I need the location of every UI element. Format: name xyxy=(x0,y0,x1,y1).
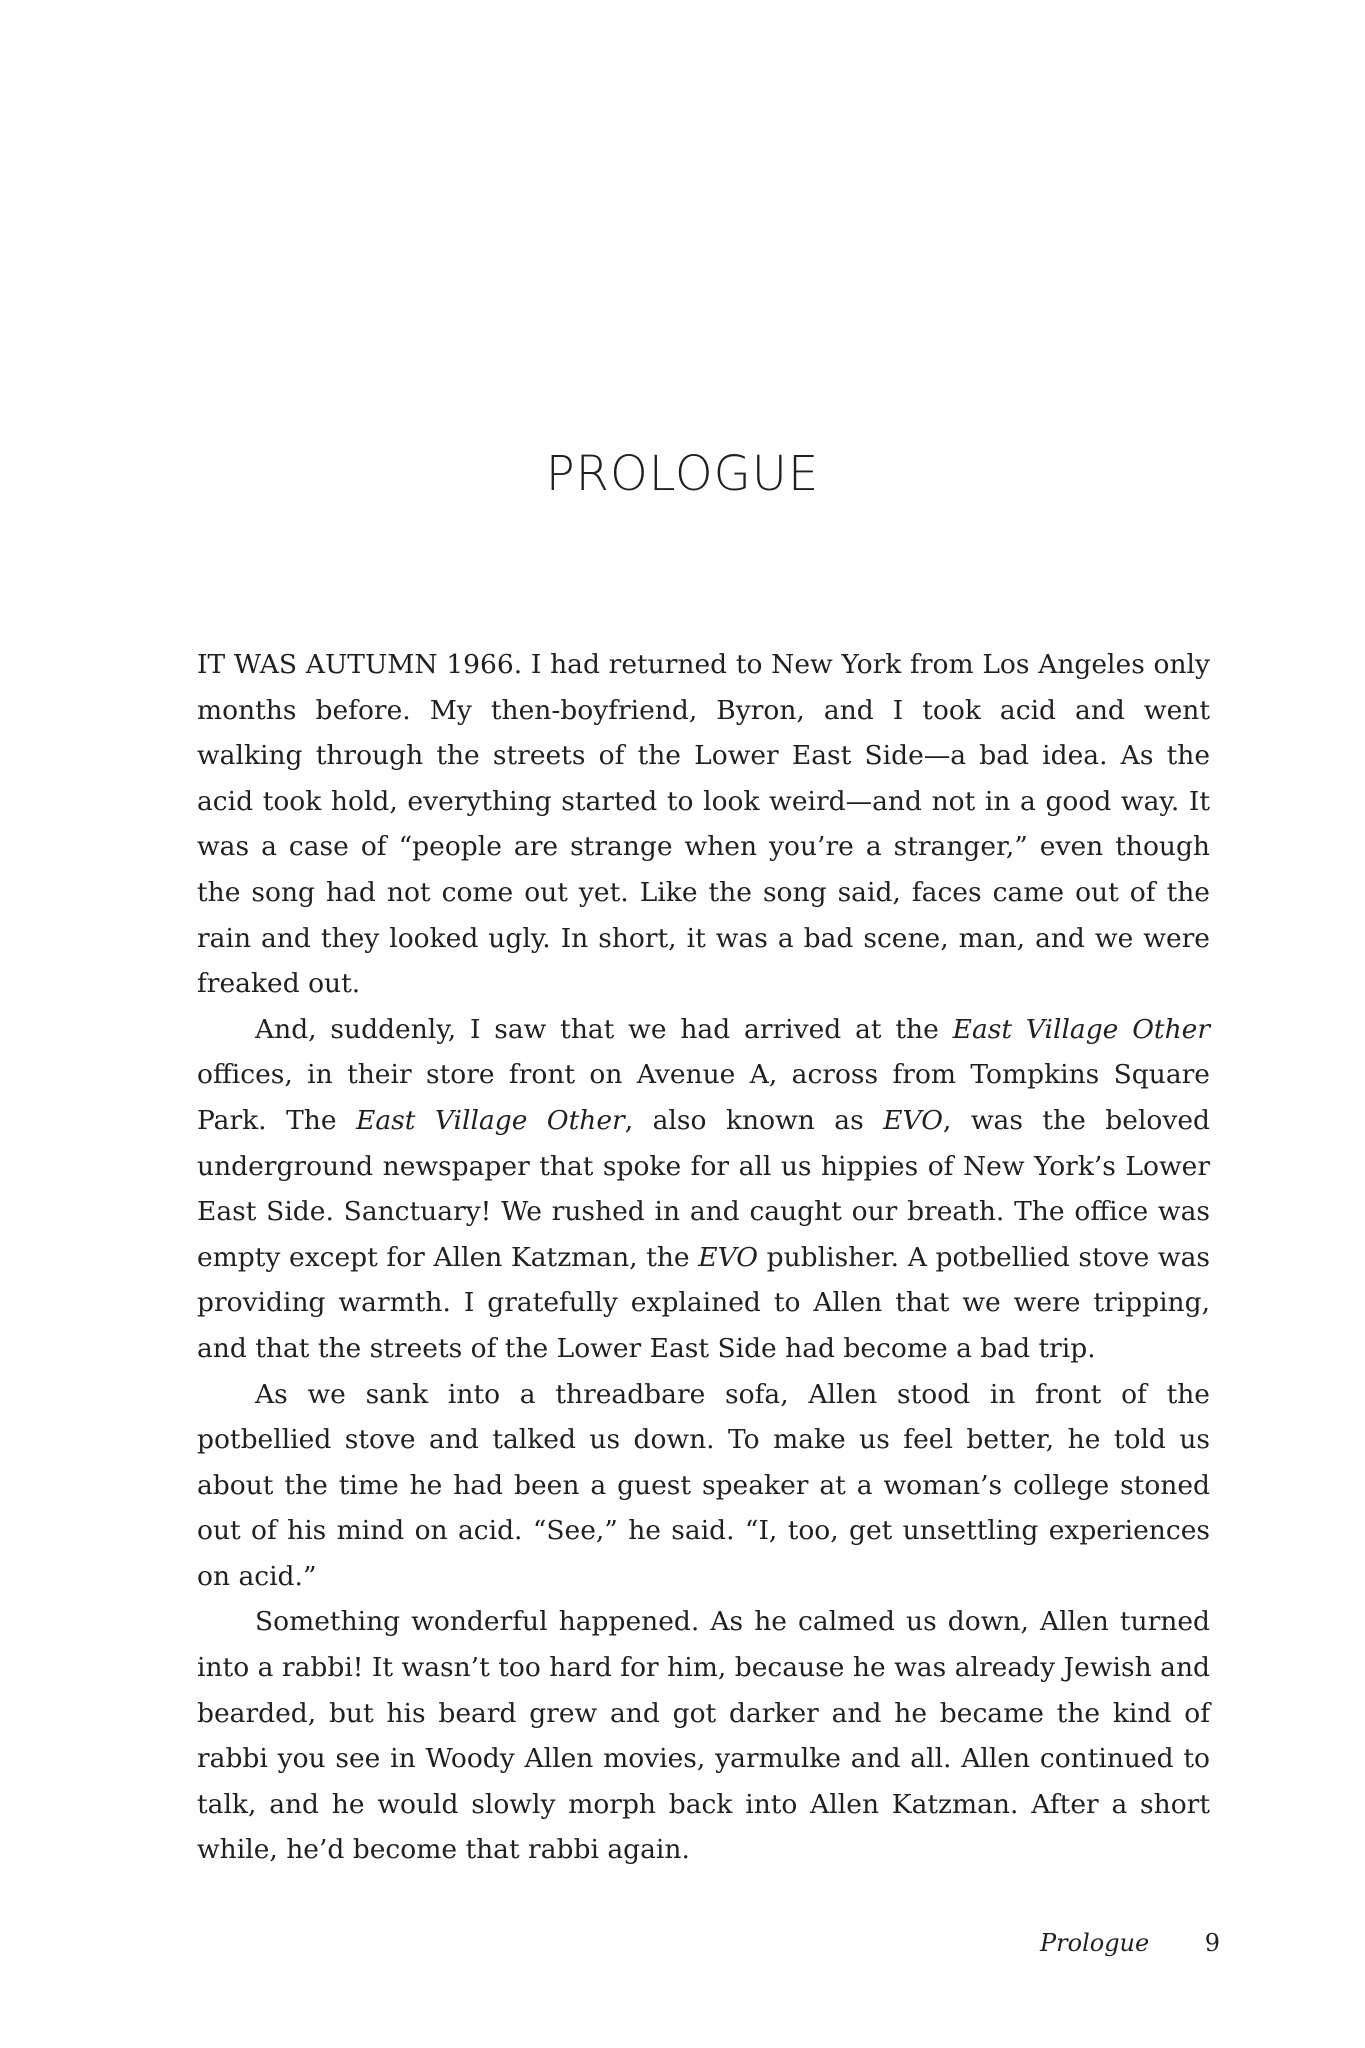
text-segment: offices, in their store front on Avenue A, across from Tompkins Square Park. The xyxy=(197,1059,1210,1136)
body-text xyxy=(197,642,1210,1873)
publication-title: East Village Other xyxy=(356,1104,625,1136)
paragraph xyxy=(197,642,1210,1007)
text-segment: publisher. A potbellied stove was providing warmth. I gratefully explained to Allen that we were tripping, and that the streets of the Lower East Side had become a bad trip. xyxy=(197,1241,1210,1364)
text-segment: IT WAS AUTUMN 1966. I had returned to New York from Los Angeles only months before. My then-boyfriend, Byron, and I took acid and went walking through the streets of the Lower East Side—a bad idea. As the acid took hold, everything started to look weird—and not in a good way. It was a case of “people are strange when you’re a stranger,” even though the song had not come out yet. Like the song said, faces came out of the rain and they looked ugly. In short, it was a bad scene, man, and we were freaked out. xyxy=(197,649,1210,1000)
paragraph xyxy=(197,1372,1210,1600)
chapter-title: PROLOGUE xyxy=(545,446,820,502)
running-footer xyxy=(1040,1929,1220,1969)
publication-abbreviation: EVO xyxy=(883,1104,943,1136)
publication-title: East Village Other xyxy=(952,1013,1210,1045)
page-number: 9 xyxy=(1204,1929,1220,1957)
paragraph xyxy=(197,1007,1210,1372)
text-segment: , was the beloved underground newspaper that spoke for all us hippies of New York’s Lower East Side. Sanctuary! We rushed in and caught our breath. The office was empty except for Allen Katzman, the xyxy=(197,1104,1210,1273)
text-segment: And, suddenly, I saw that we had arrived at the xyxy=(255,1013,953,1045)
text-segment: , also known as xyxy=(624,1104,884,1136)
text-segment: As we sank into a threadbare sofa, Allen stood in front of the potbellied stove and talked us down. To make us feel better, he told us about the time he had been a guest speaker at a woman’s college stoned out of his mind on acid. “See,” he said. “I, too, get unsettling experiences on acid.” xyxy=(197,1378,1210,1592)
running-title: Prologue xyxy=(1040,1929,1150,1957)
publication-abbreviation: EVO xyxy=(698,1241,758,1273)
paragraph xyxy=(197,1599,1210,1873)
text-segment: Something wonderful happened. As he calmed us down, Allen turned into a rabbi! It wasn’t too hard for him, because he was already Jewish and bearded, but his beard grew and got darker and he became the kind of rabbi you see in Woody Allen movies, yarmulke and all. Allen continued to talk, and he would slowly morph back into Allen Katzman. After a short while, he’d become that rabbi again. xyxy=(197,1606,1210,1866)
